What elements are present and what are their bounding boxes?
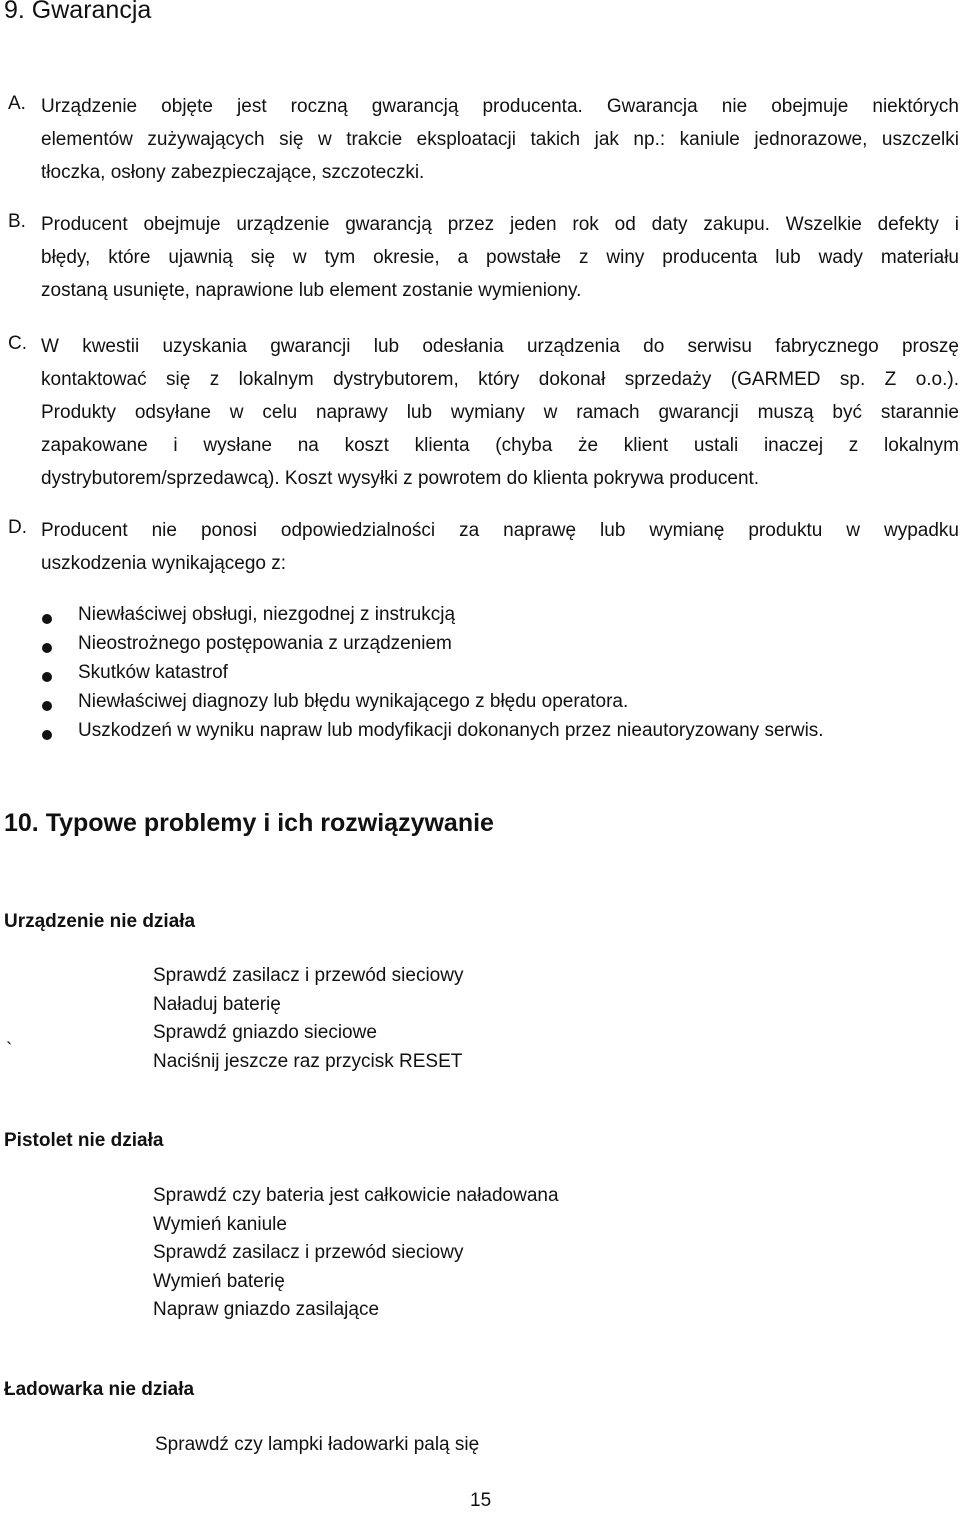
list-item: Naciśnij jeszcze raz przycisk RESET [153, 1050, 463, 1072]
stray-backtick: ` [6, 1040, 13, 1061]
paragraph-line: Producent nie ponosi odpowiedzialności za naprawę lub wymianę produktu w wypadku [41, 520, 959, 541]
paragraph-line: Urządzenie objęte jest roczną gwarancją producenta. Gwarancja nie obejmuje niektórych [41, 96, 959, 117]
paragraph-line: tłoczka, osłony zabezpieczające, szczoteczki. [41, 162, 425, 183]
paragraph-line: zostaną usunięte, naprawione lub element zostanie wymieniony. [41, 280, 582, 301]
paragraph-b [41, 208, 959, 307]
paragraph-line: kontaktować się z lokalnym dystrybutorem, który dokonał sprzedaży (GARMED sp. Z o.o.). [41, 369, 959, 390]
list-item: Sprawdź czy bateria jest całkowicie naładowana [153, 1185, 559, 1206]
list-item: Sprawdź czy lampki ładowarki palą się [155, 1434, 480, 1455]
section-title-warranty: 9. Gwarancja [4, 0, 152, 24]
subheading-gun-not-working: Pistolet nie działa [4, 1130, 164, 1151]
list-item: Sprawdź zasilacz i przewód sieciowy [153, 965, 464, 986]
paragraph-mark-d: D. [8, 517, 27, 538]
list-item: Sprawdź zasilacz i przewód sieciowy [153, 1242, 464, 1263]
paragraph-line: Produkty odsyłane w celu naprawy lub wymiany w ramach gwarancji muszą być starannie [41, 402, 959, 423]
paragraph-line: elementów zużywających się w trakcie eksploatacji takich jak np.: kaniule jednorazowe, uszczelki [41, 129, 959, 150]
paragraph-a [41, 90, 959, 189]
subheading-device-not-working: Urządzenie nie działa [4, 911, 196, 932]
list-item-text: Skutków katastrof [78, 662, 228, 683]
paragraph-mark-b: B. [8, 211, 26, 232]
bullet-icon [42, 672, 52, 682]
list-item-text: Niewłaściwej diagnozy lub błędu wynikającego z błędu operatora. [78, 691, 629, 712]
list-item-text: Nieostrożnego postępowania z urządzeniem [78, 633, 452, 654]
steps-charger-not-working [155, 1431, 479, 1460]
subheading-charger-not-working: Ładowarka nie działa [4, 1379, 195, 1400]
bullet-icon [42, 614, 52, 624]
section-title-troubleshooting: 10. Typowe problemy i ich rozwiązywanie [4, 809, 494, 837]
paragraph-d [41, 514, 959, 580]
bullet-icon [42, 730, 52, 740]
bullet-icon [42, 643, 52, 653]
list-item: Napraw gniazdo zasilające [153, 1299, 380, 1320]
list-item: Naładuj baterię [153, 993, 281, 1015]
paragraph-line: Producent obejmuje urządzenie gwarancją przez jeden rok od daty zakupu. Wszelkie defekty i [41, 214, 959, 235]
steps-gun-not-working [153, 1182, 559, 1325]
paragraph-line: zapakowane i wysłane na koszt klienta (chyba że klient ustali inaczej z lokalnym [41, 435, 959, 456]
paragraph-line: dystrybutorem/sprzedawcą). Koszt wysyłki z powrotem do klienta pokrywa producent. [41, 468, 760, 489]
paragraph-mark-c: C. [8, 333, 27, 354]
list-item: Wymień baterię [153, 1270, 285, 1292]
page-number: 15 [470, 1490, 492, 1511]
paragraph-mark-a: A. [8, 93, 26, 114]
list-item: Wymień kaniule [153, 1213, 287, 1235]
bullet-icon [42, 701, 52, 711]
paragraph-line: W kwestii uzyskania gwarancji lub odesłania urządzenia do serwisu fabrycznego proszę [41, 336, 959, 357]
steps-device-not-working [153, 962, 463, 1076]
paragraph-c [41, 330, 959, 495]
paragraph-line: uszkodzenia wynikającego z: [41, 553, 287, 574]
list-item: Sprawdź gniazdo sieciowe [153, 1022, 377, 1043]
list-item-text: Niewłaściwej obsługi, niezgodnej z instrukcją [78, 604, 456, 625]
paragraph-line: błędy, które ujawnią się w tym okresie, a powstałe z winy producenta lub wady materiału [41, 247, 959, 268]
list-item-text: Uszkodzeń w wyniku napraw lub modyfikacji dokonanych przez nieautoryzowany serwis. [78, 720, 824, 741]
